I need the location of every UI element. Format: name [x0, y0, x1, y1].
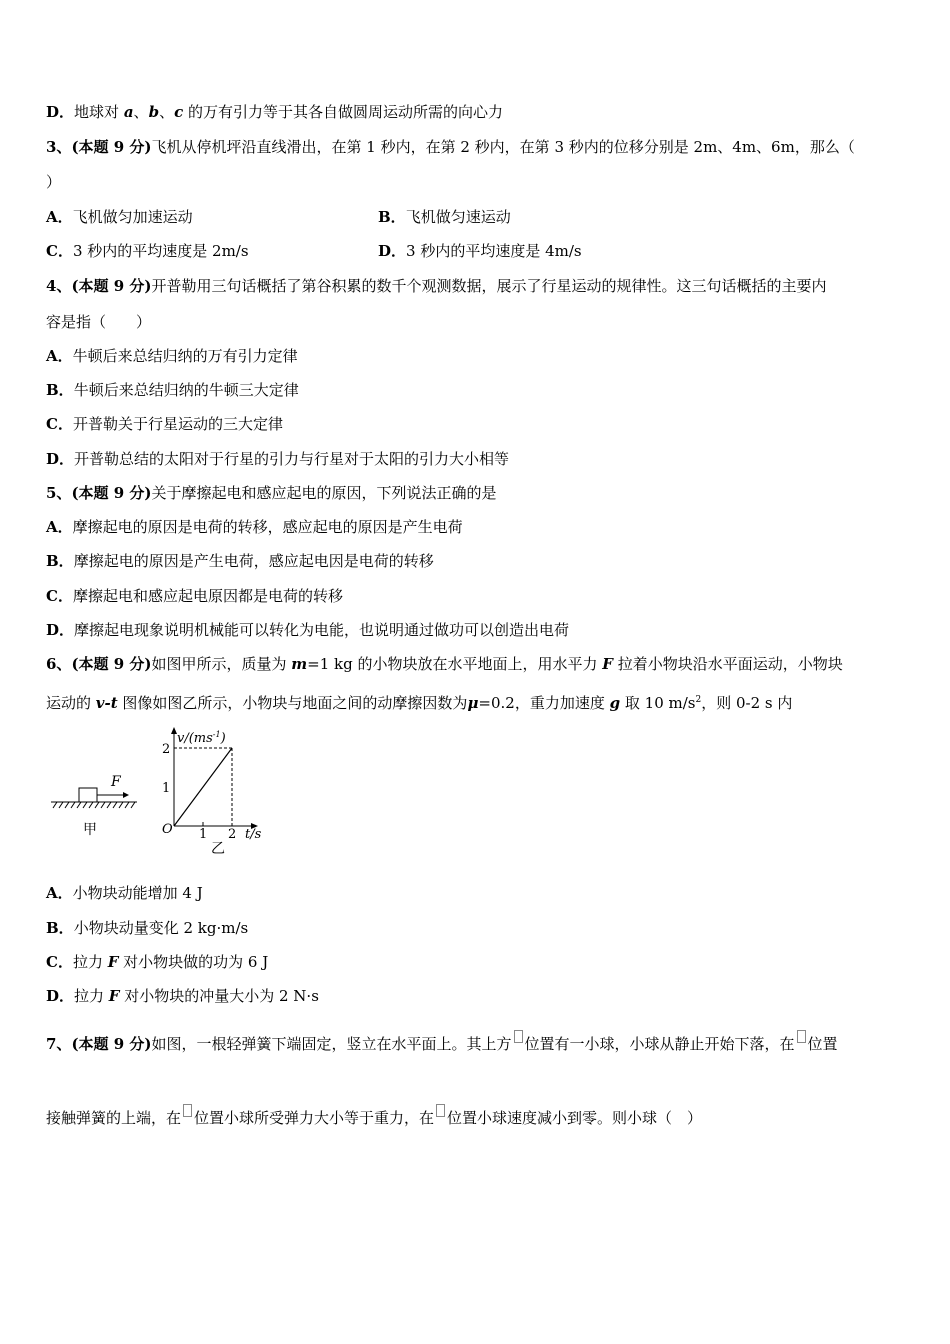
q5-option-d: D．摩擦起电现象说明机械能可以转化为电能，也说明通过做功可以创造出电荷	[46, 621, 570, 639]
q4-option-b: B．牛顿后来总结归纳的牛顿三大定律	[46, 381, 299, 399]
y-axis-label: $v/(ms^{-1})$	[177, 730, 226, 746]
q6-stem-2: 运动的 v-t 图像如图乙所示，小物块与地面之间的动摩擦因数为μ=0.2，重力加速度 g 取 10 $m/s^2$，则 0-2 s 内	[46, 694, 793, 712]
q6-stem: 6、(本题 9 分)如图甲所示，质量为 m=1 kg 的小物块放在水平地面上，用水平力 F 拉着小物块沿水平面运动，小物块	[46, 655, 843, 673]
q2-option-d: D．地球对 a、b、c 的万有引力等于其各自做圆周运动所需的向心力	[46, 103, 504, 121]
y-tick-2: 2	[162, 742, 171, 757]
q5-stem: 5、(本题 9 分)关于摩擦起电和感应起电的原因，下列说法正确的是	[46, 484, 497, 502]
y-tick-1: 1	[162, 781, 171, 796]
q4-option-c: C．开普勒关于行星运动的三大定律	[46, 415, 283, 433]
vt-series-line	[174, 748, 232, 826]
q4-option-a: A．牛顿后来总结归纳的万有引力定律	[46, 347, 298, 365]
q4-stem: 4、(本题 9 分)开普勒用三句话概括了第谷积累的数千个观测数据，展示了行星运动的规律性。这三句话概括的主要内	[46, 277, 827, 295]
q3-option-d: D．3 秒内的平均速度是 4m/s	[378, 242, 582, 260]
missing-symbol-box	[514, 1030, 523, 1043]
figure-yi	[162, 727, 262, 857]
x-tick-2: 2	[228, 827, 237, 842]
x-axis-label: t/s	[245, 827, 262, 842]
origin-label: O	[162, 822, 173, 837]
q6-option-a: A．小物块动能增加 4 J	[46, 884, 203, 902]
block	[79, 788, 97, 802]
missing-symbol-box	[436, 1104, 445, 1117]
jia-label: 甲	[83, 822, 97, 838]
q3-stem-end: ）	[46, 173, 62, 191]
q3-option-b: B．飞机做匀速运动	[378, 208, 511, 226]
missing-symbol-box	[183, 1104, 192, 1117]
q6-option-c: C．拉力 F 对小物块做的功为 6 J	[46, 953, 269, 971]
q3-option-c: C．3 秒内的平均速度是 2m/s	[46, 242, 249, 260]
q5-option-b: B．摩擦起电的原因是产生电荷，感应起电因是电荷的转移	[46, 552, 434, 570]
x-tick-1: 1	[199, 827, 208, 842]
q7-stem-2: 接触弹簧的上端，在 位置小球所受弹力大小等于重力，在 位置小球速度减小到零。则小球（ ）	[46, 1108, 702, 1128]
q3-stem: 3、(本题 9 分)飞机从停机坪沿直线滑出，在第 1 秒内，在第 2 秒内，在第 3 秒内的位移分别是 2m、4m、6m，那么（	[46, 138, 855, 156]
q6-option-b: B．小物块动量变化 2 kg·m/s	[46, 919, 249, 937]
q3-option-a: A．飞机做匀加速运动	[46, 208, 193, 226]
q7-stem: 7、(本题 9 分)如图，一根轻弹簧下端固定，竖立在水平面上。其上方 位置有一小球，小球从静止开始下落，在 位置	[46, 1034, 838, 1054]
yi-label: 乙	[211, 841, 225, 857]
q6-figure	[45, 722, 275, 862]
q5-option-a: A．摩擦起电的原因是电荷的转移，感应起电的原因是产生电荷	[46, 518, 463, 536]
q6-option-d: D．拉力 F 对小物块的冲量大小为 2 N·s	[46, 987, 319, 1005]
q4-option-d: D．开普勒总结的太阳对于行星的引力与行星对于太阳的引力大小相等	[46, 450, 510, 468]
missing-symbol-box	[797, 1030, 806, 1043]
q5-option-c: C．摩擦起电和感应起电原因都是电荷的转移	[46, 587, 343, 605]
figure-jia	[51, 774, 137, 838]
force-label: F	[111, 774, 121, 790]
q4-stem-2: 容是指（ ）	[46, 313, 152, 331]
